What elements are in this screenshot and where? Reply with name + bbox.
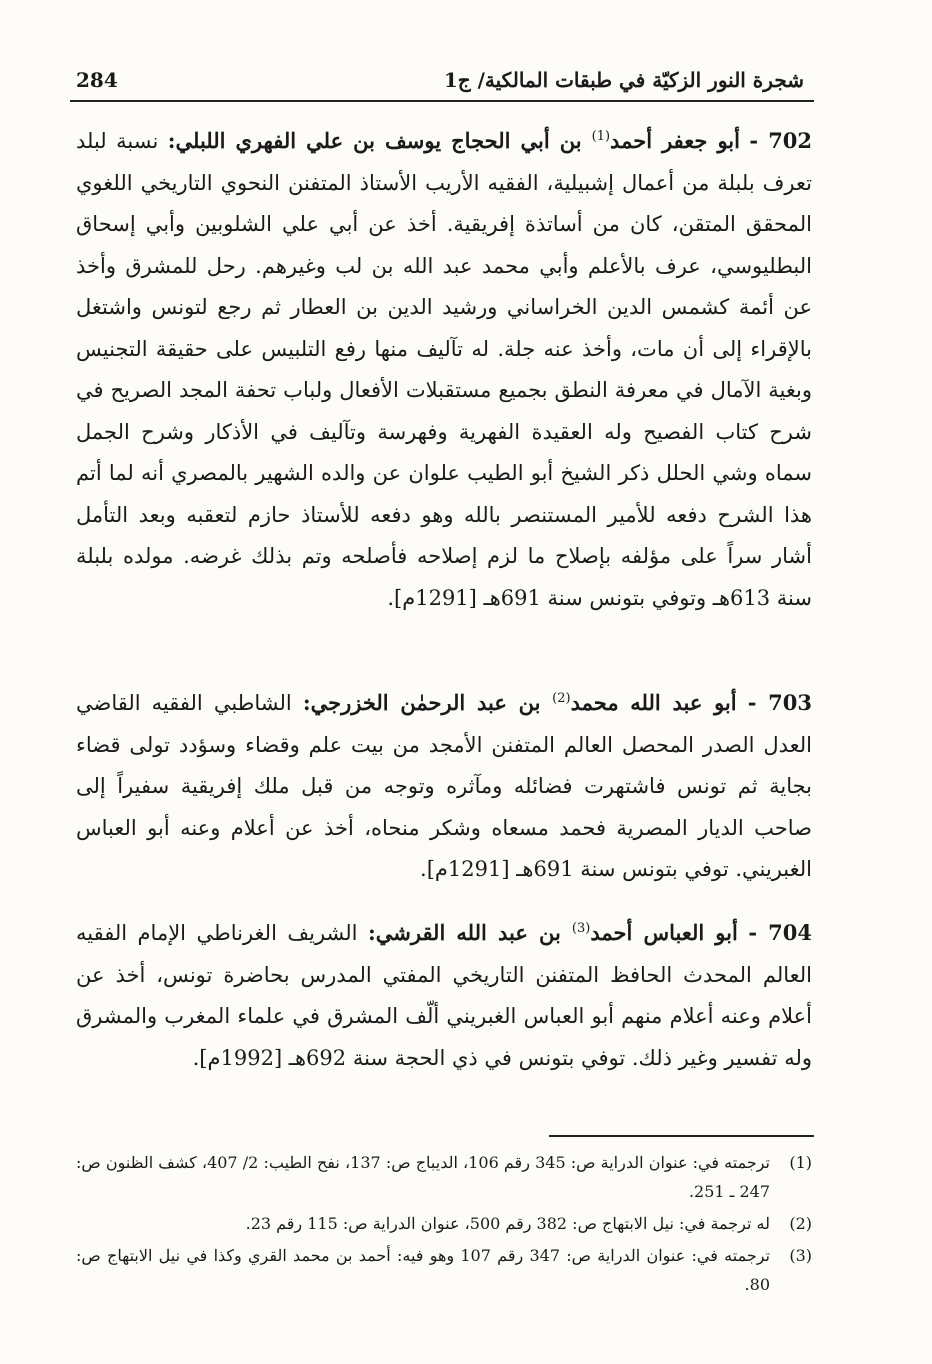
footnote-text: ترجمته في: عنوان الدراية ص: 345 رقم 106، الديباج ص: 137، نفح الطيب: 2/ 407، كشف الظنون ص: 247 ـ 251. (76, 1153, 771, 1201)
footnote-number: (2) (789, 1214, 812, 1233)
entry-name (168, 128, 740, 153)
footnote-divider (549, 1135, 814, 1137)
footnote (76, 1209, 812, 1238)
footnote (76, 1148, 812, 1206)
entry-name-first: أبو عبد الله محمد (570, 690, 737, 715)
footnote-ref[interactable]: (3) (571, 921, 591, 936)
entry-number: 704 - (748, 920, 812, 945)
book-page (70, 60, 814, 1340)
entry-name-rest: بن أبي الحجاج يوسف بن علي الفهري اللبلي: (167, 128, 582, 153)
running-title: شجرة النور الزكيّة في طبقات المالكية/ ج1 (443, 68, 804, 92)
footnote-text: ترجمته في: عنوان الدراية ص: 347 رقم 107 وهو فيه: أحمد بن محمد القري وكذا في نيل الابتهاج ص: 80. (76, 1246, 770, 1294)
page-header (70, 60, 814, 102)
page-number: 284 (76, 68, 118, 92)
entry-name-first: أبو العباس أحمد (590, 920, 738, 945)
entry-name-rest: بن عبد الرحمٰن الخزرجي: (302, 690, 541, 715)
footnote-ref[interactable]: (2) (552, 691, 571, 706)
entry-body: نسبة لبلد تعرف بلبلة من أعمال إشبيلية، الفقيه الأريب الأستاذ المتفنن النحوي التاريخي اللغوي المحقق المتقن، كان من أساتذة إفريقية. أخذ عن أبي علي الشلوبين وأبي إسحاق البطليوسي، عرف بالأعلم وأبي محمد عبد الله بن لب وغيرهم. رحل للمشرق وأخذ عن أئمة كشمس الدين الخراساني ورشيد الدين بن العطار ثم رجع لتونس واشتغل بالإقراء إلى أن مات، وأخذ عنه جلة. له تآليف منها رفع التلبيس على حقيقة التجنيس وبغية الآمال في معرفة النطق بجميع مستقبلات الأفعال ولباب تحفة المجد الصريح في شرح كتاب الفصيح وله العقيدة الفهرية وفهرسة وتآليف في الأذكار وشرح الجمل سماه وشي الحلل ذكر الشيخ أبو الطيب علوان عن والده الشهير بالمصري أنه لما أتم هذا الشرح دفعه للأمير المستنصر بالله وهو دفعه للأستاذ حازم لتعقبه وبعد التأمل أشار سراً على مؤلفه بإصلاح ما لزم إصلاحه فأصلحه وتم بذلك غرضه. مولده بلبلة سنة 613هـ وتوفي بتونس سنة 691هـ [1291م]. (76, 129, 812, 610)
footnote-text: له ترجمة في: نيل الابتهاج ص: 382 رقم 500، عنوان الدراية ص: 115 رقم 23. (245, 1214, 770, 1233)
entry-number: 703 - (747, 690, 813, 715)
entry-name-rest: بن عبد الله القرشي: (368, 920, 561, 945)
entry-body: الشاطبي الفقيه القاضي العدل الصدر المحصل العالم المتفنن الأمجد من بيت علم وقضاء وسؤدد تولى قضاء بجاية ثم تونس فاشتهرت فضائله ومآثره وتوجه من قبل ملك إفريقية سفيراً إلى صاحب الديار المصرية فحمد مسعاه وشكر منحاه، أخذ عن أعلام وعنه أبو العباس الغبريني. توفي بتونس سنة 691هـ [1291م]. (76, 691, 812, 881)
biography-entry-703 (76, 678, 812, 891)
entry-name (303, 690, 737, 715)
footnote-number: (3) (789, 1246, 812, 1265)
biography-entry-702 (76, 116, 812, 619)
footnote-ref[interactable]: (1) (591, 129, 611, 144)
footnote-number: (1) (789, 1153, 812, 1172)
entry-number: 702 - (749, 128, 813, 153)
footnotes (76, 1148, 812, 1302)
footnote (76, 1241, 812, 1299)
entry-name (368, 920, 738, 945)
entry-body: الشريف الغرناطي الإمام الفقيه العالم المحدث الحافظ المتفنن التاريخي المفتي المدرس بحاضرة تونس، أخذ عن أعلام وعنه أعلام منهم أبو العباس الغبريني ألّف المشرق في علماء المغرب والمشرق وله تفسير وغير ذلك. توفي بتونس في ذي الحجة سنة 692هـ [1992م]. (76, 921, 812, 1070)
entry-name-first: أبو جعفر أحمد (610, 128, 740, 153)
biography-entry-704 (76, 908, 812, 1079)
